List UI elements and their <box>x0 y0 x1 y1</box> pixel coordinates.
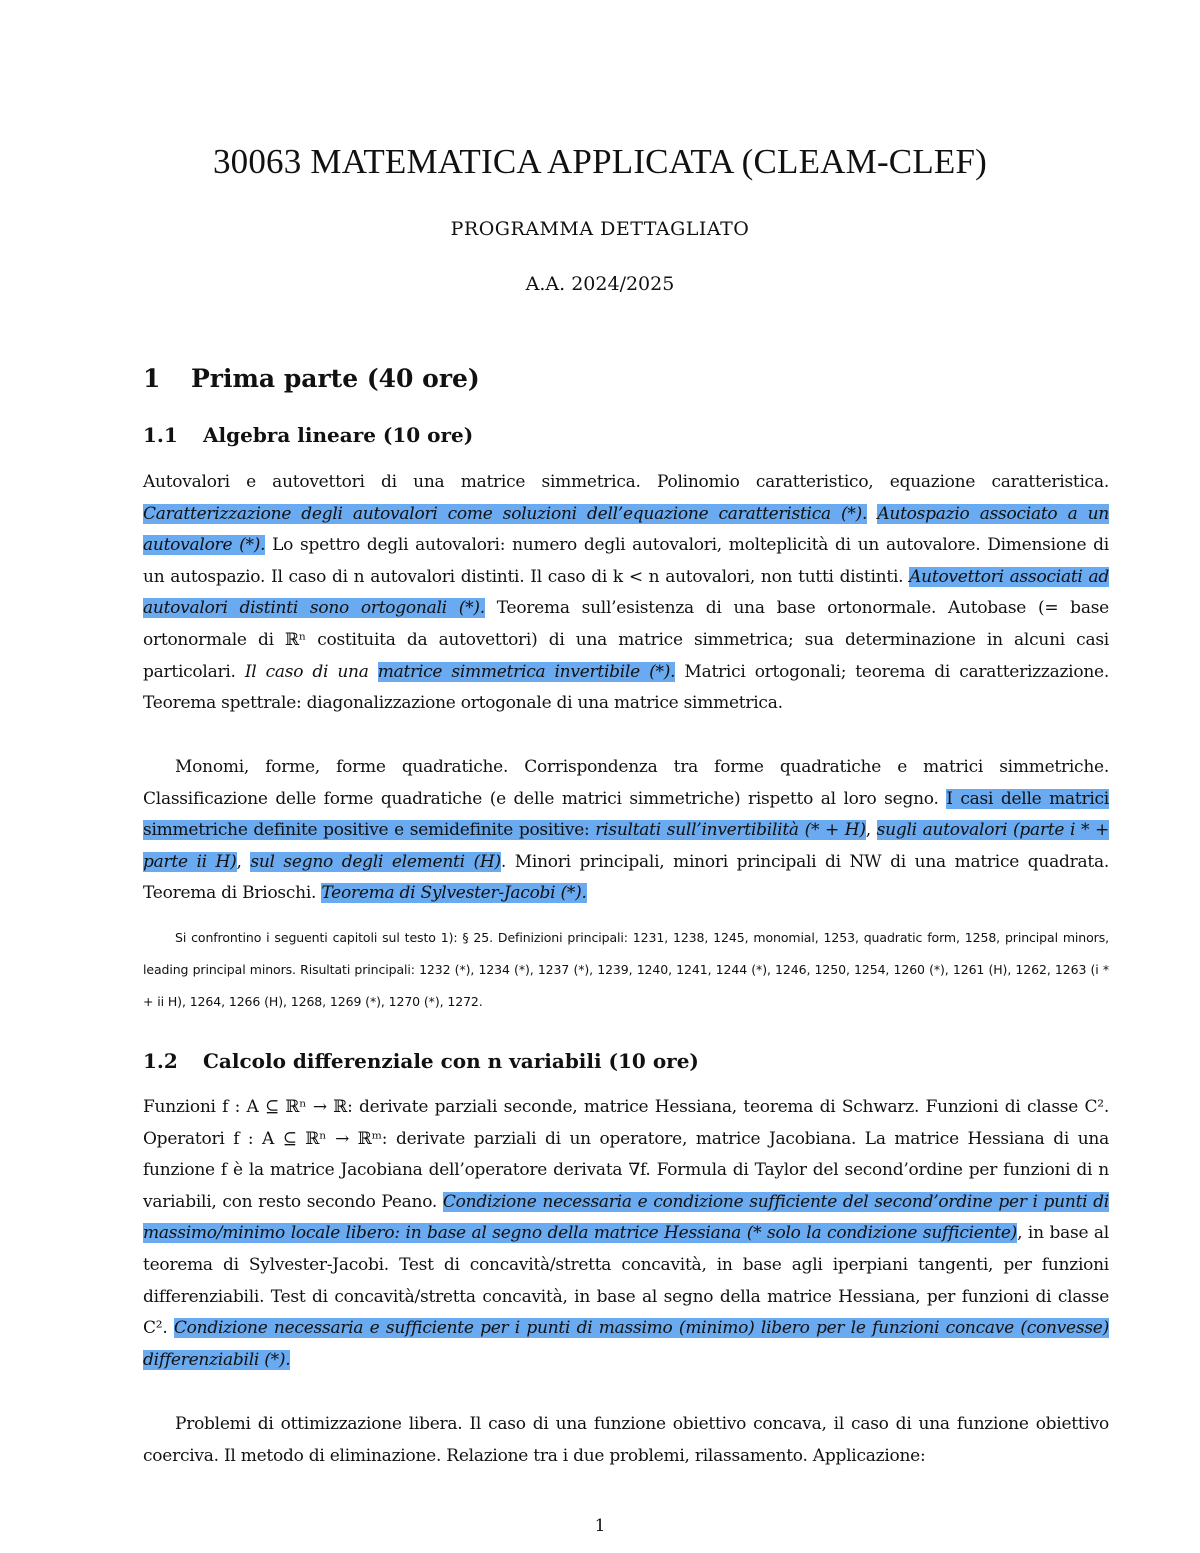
highlight: Teorema di Sylvester-Jacobi (*). <box>321 883 587 904</box>
text: Teorema sull’esistenza di una base ortonormale. Autobase (= base ortonormale di ℝⁿ costituita da autovettori) di una matrice simmetrica; sua determinazione in alcuni casi particolari. <box>143 598 1109 682</box>
highlight: matrice simmetrica invertibile (*). <box>377 661 676 682</box>
text: Monomi, forme, forme quadratiche. Corrispondenza tra forme quadratiche e matrici simmetriche. Classificazione delle forme quadratiche (e delle matrici simmetriche) rispetto al loro segno. <box>143 757 1109 809</box>
references-text: Si confrontino i seguenti capitoli sul testo 1): § 25. Definizioni principali: 1231, 1238, 1245, monomial, 1253, quadratic form, 1258, principal minors, leading principal minors. Risultati principali: 1232 (*), 1234 (*), 1237 (*), 1239, 1240, 1241, 1244 (*), 1246, 1250, 1254, 1260 (*), 1261 (H), 1262, 1263 (i * + ii H), 1264, 1266 (H), 1268, 1269 (*), 1270 (*), 1272. <box>143 930 1109 1009</box>
text: Lo spettro degli autovalori: numero degli autovalori, molteplicità di un autovalore. Dimensione di un autospazio. Il caso di n autovalori distinti. Il caso di k < n autovalori, non tutti distinti. <box>143 535 1109 587</box>
subsection-heading-1-1 <box>143 423 473 447</box>
section-number: 1 <box>143 364 161 393</box>
highlight: Condizione necessaria e sufficiente per i punti di massimo (minimo) libero per le funzioni concave (convesse) differenziabili (*). <box>143 1318 1109 1370</box>
text <box>867 504 877 524</box>
highlight: sul segno degli elementi (H) <box>250 851 501 872</box>
paragraph-quadratic-forms <box>143 752 1109 910</box>
subsection-heading-1-2 <box>143 1049 699 1073</box>
page-number: 1 <box>594 1516 606 1536</box>
highlight: risultati sull’invertibilità (* + H) <box>595 820 866 841</box>
text: , <box>865 820 877 841</box>
highlight: Autovettori associati ad autovalori distinti sono ortogonali (*). <box>143 566 1109 619</box>
paragraph-differential-calculus <box>143 1092 1109 1376</box>
subsection-title: Calcolo differenziale con n variabili (10 ore) <box>203 1049 699 1073</box>
text: . Minori principali, minori principali di NW di una matrice quadrata. Teorema di Brioschi. <box>143 851 1110 904</box>
document-title: 30063 MATEMATICA APPLICATA (CLEAM-CLEF) <box>212 142 988 181</box>
highlight: Condizione necessaria e condizione sufficiente del second’ordine per i punti di massimo/minimo locale libero: in base al segno della matrice Hessiana (* solo la condizione sufficiente) <box>143 1191 1109 1244</box>
academic-year: A.A. 2024/2025 <box>525 273 675 295</box>
section-heading-1 <box>143 364 480 393</box>
section-title: Prima parte (40 ore) <box>191 364 480 393</box>
text: Autovalori e autovettori di una matrice simmetrica. Polinomio caratteristico, equazione caratteristica. <box>143 472 1109 492</box>
document-subtitle: PROGRAMMA DETTAGLIATO <box>450 218 750 240</box>
highlight: I casi delle matrici simmetriche definite positive e semidefinite positive: <box>143 788 1109 841</box>
subsection-title: Algebra lineare (10 ore) <box>203 423 474 447</box>
subsection-number: 1.2 <box>143 1049 178 1073</box>
text: Matrici ortogonali; teorema di caratterizzazione. Teorema spettrale: diagonalizzazione ortogonale di una matrice simmetrica. <box>143 661 1109 714</box>
paragraph-optimization <box>143 1409 1109 1472</box>
highlight: Autospazio associato a un autovalore (*). <box>143 503 1110 556</box>
text: , in base al teorema di Sylvester-Jacobi. Test di concavità/stretta concavità, in base agli iperpiani tangenti, per funzioni differenziabili. Test di concavità/stretta concavità, in base al segno della matrice Hessiana, per funzioni di classe C². <box>143 1223 1109 1339</box>
text: , <box>236 851 251 872</box>
text: Funzioni f : A ⊆ ℝⁿ → ℝ: derivate parziali seconde, matrice Hessiana, teorema di Schwarz. Funzioni di classe C². Operatori f : A ⊆ ℝⁿ → ℝᵐ: derivate parziali di un operatore, matrice Jacobiana. La matrice Hessiana di una funzione f è la matrice Jacobiana dell’operatore derivata ∇f. Formula di Taylor del second’ordine per funzioni di n variabili, con resto secondo Peano. <box>143 1097 1109 1212</box>
text: Problemi di ottimizzazione libera. Il caso di una funzione obiettivo concava, il caso di una funzione obiettivo coerciva. Il metodo di eliminazione. Relazione tra i due problemi, rilassamento. Applicazione: <box>143 1414 1109 1466</box>
subsection-number: 1.1 <box>143 423 178 447</box>
paragraph-eigenvalues <box>143 467 1109 720</box>
italic-text: Il caso di una <box>244 661 378 682</box>
textbook-references <box>143 922 1109 1018</box>
highlight: Caratterizzazione degli autovalori come soluzioni dell’equazione caratteristica (*). <box>143 503 868 524</box>
highlight: sugli autovalori (parte i * + parte ii H) <box>143 820 1109 872</box>
